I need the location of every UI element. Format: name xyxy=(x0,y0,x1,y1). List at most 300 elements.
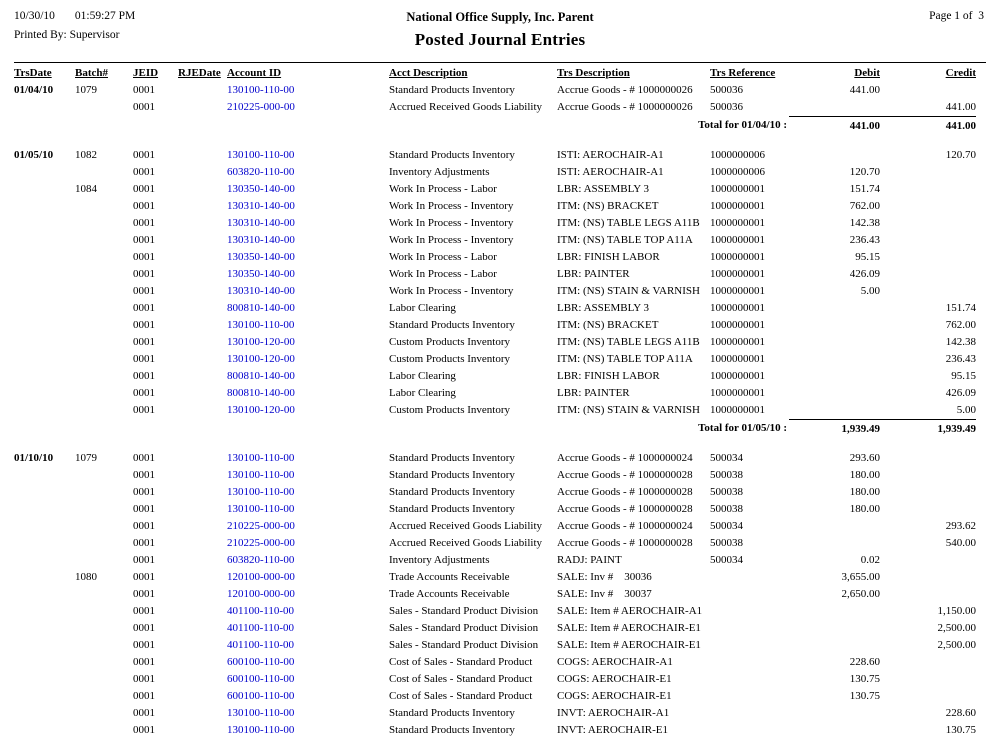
debit-cell xyxy=(789,351,880,368)
rjedate-cell xyxy=(178,620,227,637)
group-total-label: Total for 01/05/10 : xyxy=(698,422,787,434)
batch-number-cell: 1079 xyxy=(75,84,97,96)
jeid-cell: 0001 xyxy=(133,353,155,365)
batch-number-cell xyxy=(75,620,133,637)
account-id-link[interactable]: 130310-140-00 xyxy=(227,285,295,297)
journal-entry-row xyxy=(14,99,986,116)
acct-description-cell: Sales - Standard Product Division xyxy=(389,639,539,651)
batch-number-cell xyxy=(75,368,133,385)
trs-reference-cell: 1000000001 xyxy=(710,268,765,280)
rjedate-cell xyxy=(178,518,227,535)
batch-number-cell xyxy=(75,603,133,620)
journal-entry-row xyxy=(14,232,986,249)
credit-cell xyxy=(880,232,976,249)
trs-reference-cell: 1000000001 xyxy=(710,285,765,297)
batch-number-cell xyxy=(75,351,133,368)
batch-number-cell xyxy=(75,722,133,739)
group-total-row xyxy=(14,419,986,439)
jeid-cell: 0001 xyxy=(133,268,155,280)
debit-cell xyxy=(789,99,880,116)
col-header-jeid: JEID xyxy=(133,67,159,79)
trs-reference-cell xyxy=(710,705,789,722)
debit-cell: 228.60 xyxy=(849,656,880,668)
trs-description-cell: Accrue Goods - # 1000000024 xyxy=(557,520,693,532)
account-id-link[interactable]: 130310-140-00 xyxy=(227,200,295,212)
debit-cell: 5.00 xyxy=(860,285,880,297)
trs-description-cell: COGS: AEROCHAIR-E1 xyxy=(557,690,672,702)
acct-description-cell: Trade Accounts Receivable xyxy=(389,588,510,600)
group-total-label: Total for 01/04/10 : xyxy=(698,119,787,131)
trs-description-cell: SALE: Inv # 30037 xyxy=(557,588,652,600)
acct-description-cell: Inventory Adjustments xyxy=(389,166,490,178)
trs-description-cell: ITM: (NS) BRACKET xyxy=(557,319,659,331)
debit-cell: 151.74 xyxy=(849,183,880,195)
rjedate-cell xyxy=(178,569,227,586)
batch-number-cell: 1080 xyxy=(75,571,97,583)
trsdate-cell xyxy=(14,249,75,266)
trs-description-cell: SALE: Item # AEROCHAIR-A1 xyxy=(557,605,703,617)
col-header-acct-description: Acct Description xyxy=(389,67,468,79)
journal-entry-row xyxy=(14,518,986,535)
batch-number-cell xyxy=(75,266,133,283)
jeid-cell: 0001 xyxy=(133,200,155,212)
trsdate-cell xyxy=(14,385,75,402)
acct-description-cell: Work In Process - Inventory xyxy=(389,200,514,212)
credit-cell: 151.74 xyxy=(945,302,976,314)
credit-cell xyxy=(880,688,976,705)
journal-entry-row xyxy=(14,620,986,637)
account-id-link[interactable]: 130310-140-00 xyxy=(227,234,295,246)
trs-reference-cell: 1000000001 xyxy=(710,370,765,382)
trs-reference-cell xyxy=(710,569,789,586)
credit-cell: 5.00 xyxy=(956,404,976,416)
rjedate-cell xyxy=(178,501,227,518)
journal-entry-row xyxy=(14,82,986,99)
account-id-link[interactable]: 600100-110-00 xyxy=(227,673,295,685)
batch-number-cell xyxy=(75,654,133,671)
journal-entry-row xyxy=(14,569,986,586)
jeid-cell: 0001 xyxy=(133,404,155,416)
report-title-block xyxy=(14,8,986,50)
trsdate-cell xyxy=(14,368,75,385)
trs-reference-cell: 1000000001 xyxy=(710,217,765,229)
acct-description-cell: Work In Process - Labor xyxy=(389,183,497,195)
account-id-link[interactable]: 130350-140-00 xyxy=(227,183,295,195)
batch-number-cell xyxy=(75,552,133,569)
batch-number-cell xyxy=(75,484,133,501)
account-id-link[interactable]: 210225-000-00 xyxy=(227,101,295,113)
trs-reference-cell: 500034 xyxy=(710,452,743,464)
credit-cell xyxy=(880,215,976,232)
jeid-cell: 0001 xyxy=(133,673,155,685)
jeid-cell: 0001 xyxy=(133,319,155,331)
trs-description-cell: LBR: ASSEMBLY 3 xyxy=(557,183,650,195)
trsdate-cell xyxy=(14,232,75,249)
debit-cell: 2,650.00 xyxy=(841,588,880,600)
journal-entry-row xyxy=(14,402,986,419)
account-id-link[interactable]: 130100-110-00 xyxy=(227,707,295,719)
account-id-link[interactable]: 130100-110-00 xyxy=(227,149,295,161)
debit-cell: 130.75 xyxy=(849,690,880,702)
page-number: Page 1 of 3 xyxy=(929,10,984,22)
debit-cell: 293.60 xyxy=(849,452,880,464)
trsdate-cell xyxy=(14,603,75,620)
trs-description-cell: LBR: FINISH LABOR xyxy=(557,370,660,382)
trsdate-cell xyxy=(14,501,75,518)
batch-number-cell xyxy=(75,249,133,266)
acct-description-cell: Cost of Sales - Standard Product xyxy=(389,690,533,702)
jeid-cell: 0001 xyxy=(133,639,155,651)
trs-reference-cell xyxy=(710,654,789,671)
credit-cell xyxy=(880,198,976,215)
journal-entry-row xyxy=(14,147,986,164)
batch-number-cell: 1084 xyxy=(75,183,97,195)
account-id-link[interactable]: 130100-120-00 xyxy=(227,353,295,365)
journal-entry-row xyxy=(14,368,986,385)
credit-cell xyxy=(880,181,976,198)
debit-cell: 441.00 xyxy=(849,84,880,96)
col-header-debit: Debit xyxy=(854,67,880,79)
account-id-link[interactable]: 401100-110-00 xyxy=(227,622,295,634)
account-id-link[interactable]: 401100-110-00 xyxy=(227,605,295,617)
debit-cell: 426.09 xyxy=(849,268,880,280)
batch-number-cell xyxy=(75,467,133,484)
trs-reference-cell: 1000000001 xyxy=(710,251,765,263)
rjedate-cell xyxy=(178,164,227,181)
trs-reference-cell: 1000000001 xyxy=(710,387,765,399)
trsdate-cell xyxy=(14,181,75,198)
journal-entries-table xyxy=(14,82,986,739)
col-header-batch: Batch# xyxy=(75,67,108,79)
account-id-link[interactable]: 603820-110-00 xyxy=(227,166,295,178)
acct-description-cell: Cost of Sales - Standard Product xyxy=(389,673,533,685)
trsdate-cell xyxy=(14,688,75,705)
jeid-cell: 0001 xyxy=(133,183,155,195)
acct-description-cell: Sales - Standard Product Division xyxy=(389,622,539,634)
account-id-link[interactable]: 130100-120-00 xyxy=(227,336,295,348)
jeid-cell: 0001 xyxy=(133,605,155,617)
batch-number-cell xyxy=(75,334,133,351)
trs-reference-cell: 1000000001 xyxy=(710,353,765,365)
group-spacer xyxy=(14,439,986,450)
jeid-cell: 0001 xyxy=(133,469,155,481)
journal-entry-row xyxy=(14,501,986,518)
jeid-cell: 0001 xyxy=(133,251,155,263)
trs-reference-cell: 1000000006 xyxy=(710,166,765,178)
credit-cell: 228.60 xyxy=(945,707,976,719)
account-id-link[interactable]: 800810-140-00 xyxy=(227,387,295,399)
journal-entry-row xyxy=(14,671,986,688)
journal-entry-row xyxy=(14,351,986,368)
trs-description-cell: ITM: (NS) TABLE LEGS A11B xyxy=(557,217,700,229)
trs-description-cell: LBR: PAINTER xyxy=(557,387,630,399)
trs-reference-cell: 500036 xyxy=(710,101,743,113)
jeid-cell: 0001 xyxy=(133,520,155,532)
trs-description-cell: ITM: (NS) STAIN & VARNISH xyxy=(557,404,700,416)
account-id-link[interactable]: 130100-110-00 xyxy=(227,469,295,481)
acct-description-cell: Custom Products Inventory xyxy=(389,336,510,348)
credit-cell: 236.43 xyxy=(945,353,976,365)
debit-cell xyxy=(789,722,880,739)
trsdate-cell xyxy=(14,569,75,586)
column-header-row xyxy=(14,63,986,82)
debit-cell: 762.00 xyxy=(849,200,880,212)
account-id-link[interactable]: 130350-140-00 xyxy=(227,251,295,263)
trs-description-cell: Accrue Goods - # 1000000028 xyxy=(557,537,693,549)
account-id-link[interactable]: 130100-110-00 xyxy=(227,486,295,498)
journal-entry-row xyxy=(14,300,986,317)
journal-entry-row xyxy=(14,283,986,300)
account-id-link[interactable]: 130310-140-00 xyxy=(227,217,295,229)
trsdate-cell xyxy=(14,283,75,300)
rjedate-cell xyxy=(178,82,227,99)
trsdate-cell xyxy=(14,334,75,351)
trs-reference-cell xyxy=(710,688,789,705)
account-id-link[interactable]: 130100-110-00 xyxy=(227,452,295,464)
rjedate-cell xyxy=(178,249,227,266)
account-id-link[interactable]: 800810-140-00 xyxy=(227,302,295,314)
account-id-link[interactable]: 130100-120-00 xyxy=(227,404,295,416)
trs-description-cell: COGS: AEROCHAIR-A1 xyxy=(557,656,673,668)
printed-by-value: Supervisor xyxy=(69,29,120,41)
rjedate-cell xyxy=(178,334,227,351)
account-id-link[interactable]: 130100-110-00 xyxy=(227,724,295,736)
batch-number-cell xyxy=(75,198,133,215)
account-id-link[interactable]: 130100-110-00 xyxy=(227,84,295,96)
acct-description-cell: Accrued Received Goods Liability xyxy=(389,537,543,549)
account-id-link[interactable]: 800810-140-00 xyxy=(227,370,295,382)
trsdate-cell: 01/10/10 xyxy=(14,452,54,464)
trs-description-cell: ITM: (NS) TABLE TOP A11A xyxy=(557,234,693,246)
group-total-row xyxy=(14,116,986,136)
rjedate-cell xyxy=(178,147,227,164)
journal-entry-row xyxy=(14,317,986,334)
jeid-cell: 0001 xyxy=(133,588,155,600)
jeid-cell: 0001 xyxy=(133,370,155,382)
credit-cell: 130.75 xyxy=(945,724,976,736)
account-id-link[interactable]: 603820-110-00 xyxy=(227,554,295,566)
rjedate-cell xyxy=(178,688,227,705)
batch-number-cell xyxy=(75,705,133,722)
report-meta-left xyxy=(14,10,135,41)
acct-description-cell: Sales - Standard Product Division xyxy=(389,605,539,617)
journal-entry-row xyxy=(14,603,986,620)
trs-reference-cell xyxy=(710,620,789,637)
batch-number-cell xyxy=(75,232,133,249)
account-id-link[interactable]: 210225-000-00 xyxy=(227,537,295,549)
rjedate-cell xyxy=(178,552,227,569)
credit-cell xyxy=(880,671,976,688)
acct-description-cell: Work In Process - Inventory xyxy=(389,234,514,246)
rjedate-cell xyxy=(178,232,227,249)
credit-cell xyxy=(880,283,976,300)
acct-description-cell: Work In Process - Inventory xyxy=(389,285,514,297)
jeid-cell: 0001 xyxy=(133,503,155,515)
group-total-credit: 441.00 xyxy=(880,116,976,136)
journal-entry-row xyxy=(14,535,986,552)
journal-entry-row xyxy=(14,164,986,181)
jeid-cell: 0001 xyxy=(133,707,155,719)
account-id-link[interactable]: 130350-140-00 xyxy=(227,268,295,280)
batch-number-cell: 1082 xyxy=(75,149,97,161)
rjedate-cell xyxy=(178,654,227,671)
debit-cell xyxy=(789,637,880,654)
batch-number-cell xyxy=(75,283,133,300)
debit-cell xyxy=(789,535,880,552)
trsdate-cell xyxy=(14,266,75,283)
acct-description-cell: Inventory Adjustments xyxy=(389,554,490,566)
rjedate-cell xyxy=(178,637,227,654)
trs-description-cell: ITM: (NS) TABLE LEGS A11B xyxy=(557,336,700,348)
trs-reference-cell: 1000000001 xyxy=(710,319,765,331)
rjedate-cell xyxy=(178,671,227,688)
trsdate-cell xyxy=(14,586,75,603)
trsdate-cell: 01/05/10 xyxy=(14,149,54,161)
trsdate-cell xyxy=(14,198,75,215)
acct-description-cell: Standard Products Inventory xyxy=(389,469,515,481)
credit-cell xyxy=(880,484,976,501)
batch-number-cell xyxy=(75,671,133,688)
rjedate-cell xyxy=(178,385,227,402)
rjedate-cell xyxy=(178,450,227,467)
account-id-link[interactable]: 120100-000-00 xyxy=(227,571,295,583)
col-header-rjedate: RJEDate xyxy=(178,67,221,79)
trs-reference-cell: 1000000001 xyxy=(710,336,765,348)
trs-description-cell: ITM: (NS) TABLE TOP A11A xyxy=(557,353,693,365)
account-id-link[interactable]: 120100-000-00 xyxy=(227,588,295,600)
trsdate-cell xyxy=(14,705,75,722)
debit-cell xyxy=(789,705,880,722)
credit-cell: 441.00 xyxy=(945,101,976,113)
batch-number-cell xyxy=(75,402,133,419)
col-header-trs-description: Trs Description xyxy=(557,67,630,79)
rjedate-cell xyxy=(178,317,227,334)
debit-cell: 120.70 xyxy=(849,166,880,178)
credit-cell xyxy=(880,569,976,586)
batch-number-cell xyxy=(75,586,133,603)
batch-number-cell xyxy=(75,300,133,317)
jeid-cell: 0001 xyxy=(133,537,155,549)
rjedate-cell xyxy=(178,705,227,722)
trs-description-cell: LBR: PAINTER xyxy=(557,268,630,280)
debit-cell xyxy=(789,620,880,637)
debit-cell xyxy=(789,385,880,402)
batch-number-cell xyxy=(75,688,133,705)
rjedate-cell xyxy=(178,603,227,620)
rjedate-cell xyxy=(178,198,227,215)
debit-cell xyxy=(789,317,880,334)
acct-description-cell: Accrued Received Goods Liability xyxy=(389,101,543,113)
journal-entry-row xyxy=(14,705,986,722)
rjedate-cell xyxy=(178,181,227,198)
account-id-link[interactable]: 600100-110-00 xyxy=(227,690,295,702)
journal-entry-row xyxy=(14,385,986,402)
debit-cell: 236.43 xyxy=(849,234,880,246)
batch-number-cell xyxy=(75,164,133,181)
trs-description-cell: Accrue Goods - # 1000000026 xyxy=(557,84,693,96)
debit-cell: 180.00 xyxy=(849,469,880,481)
credit-cell: 293.62 xyxy=(945,520,976,532)
rjedate-cell xyxy=(178,215,227,232)
acct-description-cell: Standard Products Inventory xyxy=(389,503,515,515)
credit-cell xyxy=(880,164,976,181)
trsdate-cell xyxy=(14,317,75,334)
rjedate-cell xyxy=(178,722,227,739)
jeid-cell: 0001 xyxy=(133,486,155,498)
account-id-link[interactable]: 600100-110-00 xyxy=(227,656,295,668)
journal-entry-row xyxy=(14,215,986,232)
trs-reference-cell: 500034 xyxy=(710,520,743,532)
credit-cell: 1,150.00 xyxy=(937,605,976,617)
account-id-link[interactable]: 210225-000-00 xyxy=(227,520,295,532)
jeid-cell: 0001 xyxy=(133,622,155,634)
print-time: 01:59:27 PM xyxy=(74,10,136,22)
batch-number-cell xyxy=(75,215,133,232)
acct-description-cell: Work In Process - Inventory xyxy=(389,217,514,229)
debit-cell: 95.15 xyxy=(855,251,880,263)
batch-number-cell: 1079 xyxy=(75,452,97,464)
jeid-cell: 0001 xyxy=(133,452,155,464)
credit-cell xyxy=(880,450,976,467)
credit-cell: 540.00 xyxy=(945,537,976,549)
jeid-cell: 0001 xyxy=(133,149,155,161)
trs-description-cell: ITM: (NS) BRACKET xyxy=(557,200,659,212)
trs-description-cell: Accrue Goods - # 1000000028 xyxy=(557,503,693,515)
journal-entry-row xyxy=(14,484,986,501)
trs-reference-cell: 1000000006 xyxy=(710,149,765,161)
credit-cell xyxy=(880,586,976,603)
batch-number-cell xyxy=(75,637,133,654)
acct-description-cell: Accrued Received Goods Liability xyxy=(389,520,543,532)
trs-reference-cell: 1000000001 xyxy=(710,200,765,212)
trsdate-cell xyxy=(14,620,75,637)
journal-entry-row xyxy=(14,654,986,671)
trsdate-cell xyxy=(14,722,75,739)
credit-cell: 142.38 xyxy=(945,336,976,348)
trsdate-cell xyxy=(14,637,75,654)
journal-entry-row xyxy=(14,181,986,198)
credit-cell xyxy=(880,266,976,283)
trs-description-cell: SALE: Item # AEROCHAIR-E1 xyxy=(557,639,701,651)
journal-entry-row xyxy=(14,467,986,484)
jeid-cell: 0001 xyxy=(133,302,155,314)
trs-description-cell: SALE: Inv # 30036 xyxy=(557,571,652,583)
account-id-link[interactable]: 130100-110-00 xyxy=(227,319,295,331)
trs-reference-cell: 500038 xyxy=(710,503,743,515)
batch-number-cell xyxy=(75,99,133,116)
trs-reference-cell: 500038 xyxy=(710,537,743,549)
account-id-link[interactable]: 130100-110-00 xyxy=(227,503,295,515)
col-header-credit: Credit xyxy=(945,67,976,79)
acct-description-cell: Standard Products Inventory xyxy=(389,707,515,719)
rjedate-cell xyxy=(178,283,227,300)
trs-description-cell: INVT: AEROCHAIR-A1 xyxy=(557,707,670,719)
acct-description-cell: Custom Products Inventory xyxy=(389,404,510,416)
account-id-link[interactable]: 401100-110-00 xyxy=(227,639,295,651)
trs-description-cell: Accrue Goods - # 1000000028 xyxy=(557,469,693,481)
acct-description-cell: Standard Products Inventory xyxy=(389,149,515,161)
batch-number-cell xyxy=(75,535,133,552)
acct-description-cell: Labor Clearing xyxy=(389,370,456,382)
credit-cell xyxy=(880,467,976,484)
acct-description-cell: Standard Products Inventory xyxy=(389,319,515,331)
acct-description-cell: Trade Accounts Receivable xyxy=(389,571,510,583)
jeid-cell: 0001 xyxy=(133,84,155,96)
trs-description-cell: ISTI: AEROCHAIR-A1 xyxy=(557,149,664,161)
rjedate-cell xyxy=(178,484,227,501)
trsdate-cell xyxy=(14,484,75,501)
journal-entry-row xyxy=(14,198,986,215)
